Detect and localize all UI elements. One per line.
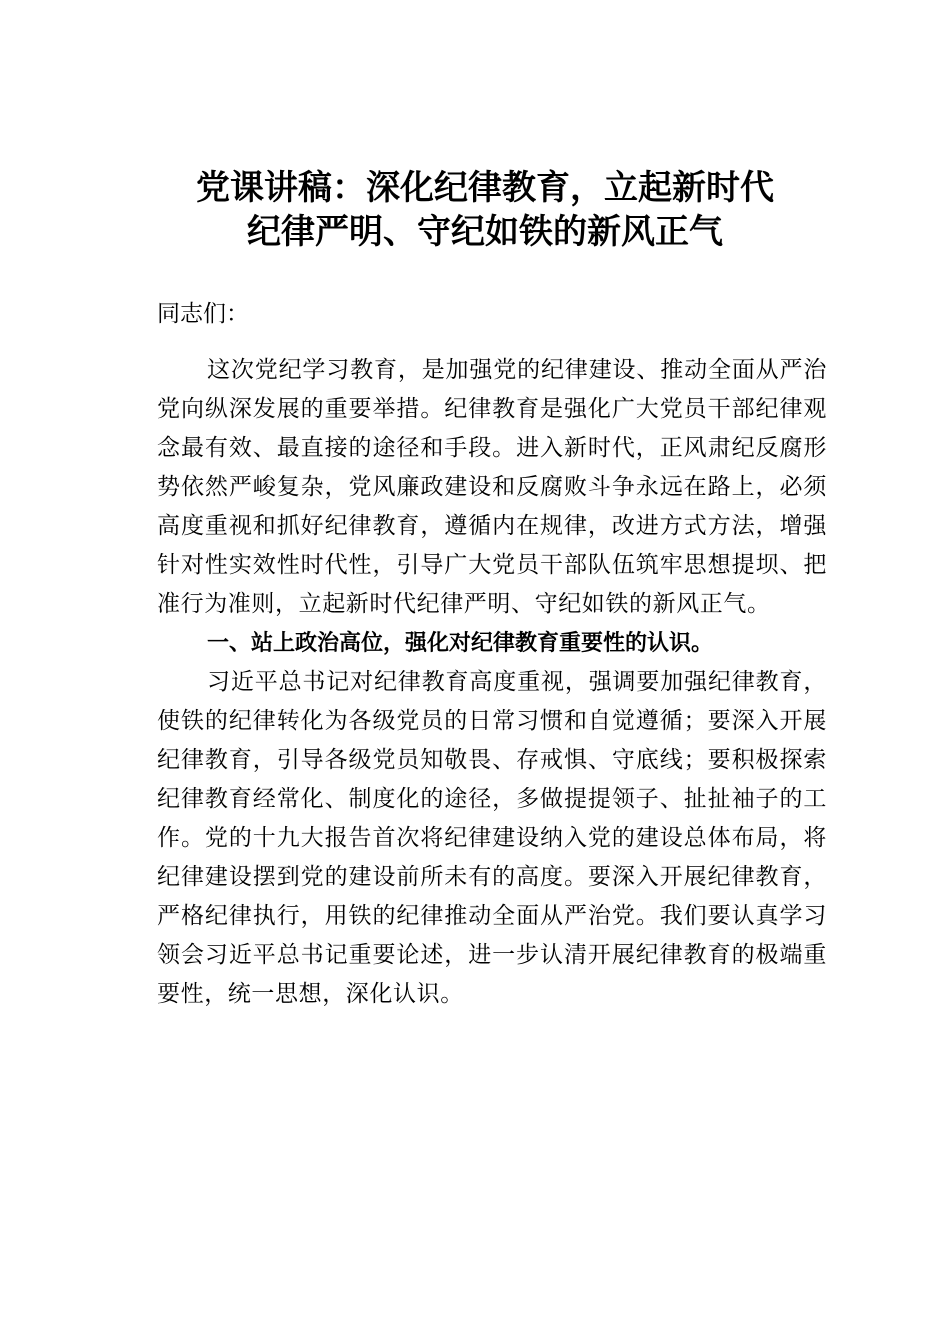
salutation: 同志们： xyxy=(157,301,249,327)
title-line-1: 党课讲稿：深化纪律教育，立起新时代 xyxy=(196,168,774,208)
document-title xyxy=(150,166,820,254)
section-1-heading: 一、站上政治高位，强化对纪律教育重要性的认识。 xyxy=(207,631,714,656)
title-line-2: 纪律严明、守纪如铁的新风正气 xyxy=(247,212,723,252)
section-1-paragraph: 习近平总书记对纪律教育高度重视，强调要加强纪律教育，使铁的纪律转化为各级党员的日常习惯和自觉遵循；要深入开展纪律教育，引导各级党员知敬畏、存戒惧、守底线；要积极探索纪律教育经常化、制度化的途径，多做提提领子、扯扯袖子的工作。党的十九大报告首次将纪律建设纳入党的建设总体布局，将纪律建设摆到党的建设前所未有的高度。要深入开展纪律教育，严格纪律执行，用铁的纪律推动全面从严治党。我们要认真学习领会习近平总书记重要论述，进一步认清开展纪律教育的极端重要性，统一思想，深化认识。 xyxy=(157,669,827,1007)
intro-paragraph: 这次党纪学习教育，是加强党的纪律建设、推动全面从严治党向纵深发展的重要举措。纪律教育是强化广大党员干部纪律观念最有效、最直接的途径和手段。进入新时代，正风肃纪反腐形势依然严峻复杂，党风廉政建设和反腐败斗争永远在路上，必须高度重视和抓好纪律教育，遵循内在规律，改进方式方法，增强针对性实效性时代性，引导广大党员干部队伍筑牢思想提坝、把准行为准则，立起新时代纪律严明、守纪如铁的新风正气。 xyxy=(157,357,827,617)
document-body xyxy=(157,295,827,1014)
